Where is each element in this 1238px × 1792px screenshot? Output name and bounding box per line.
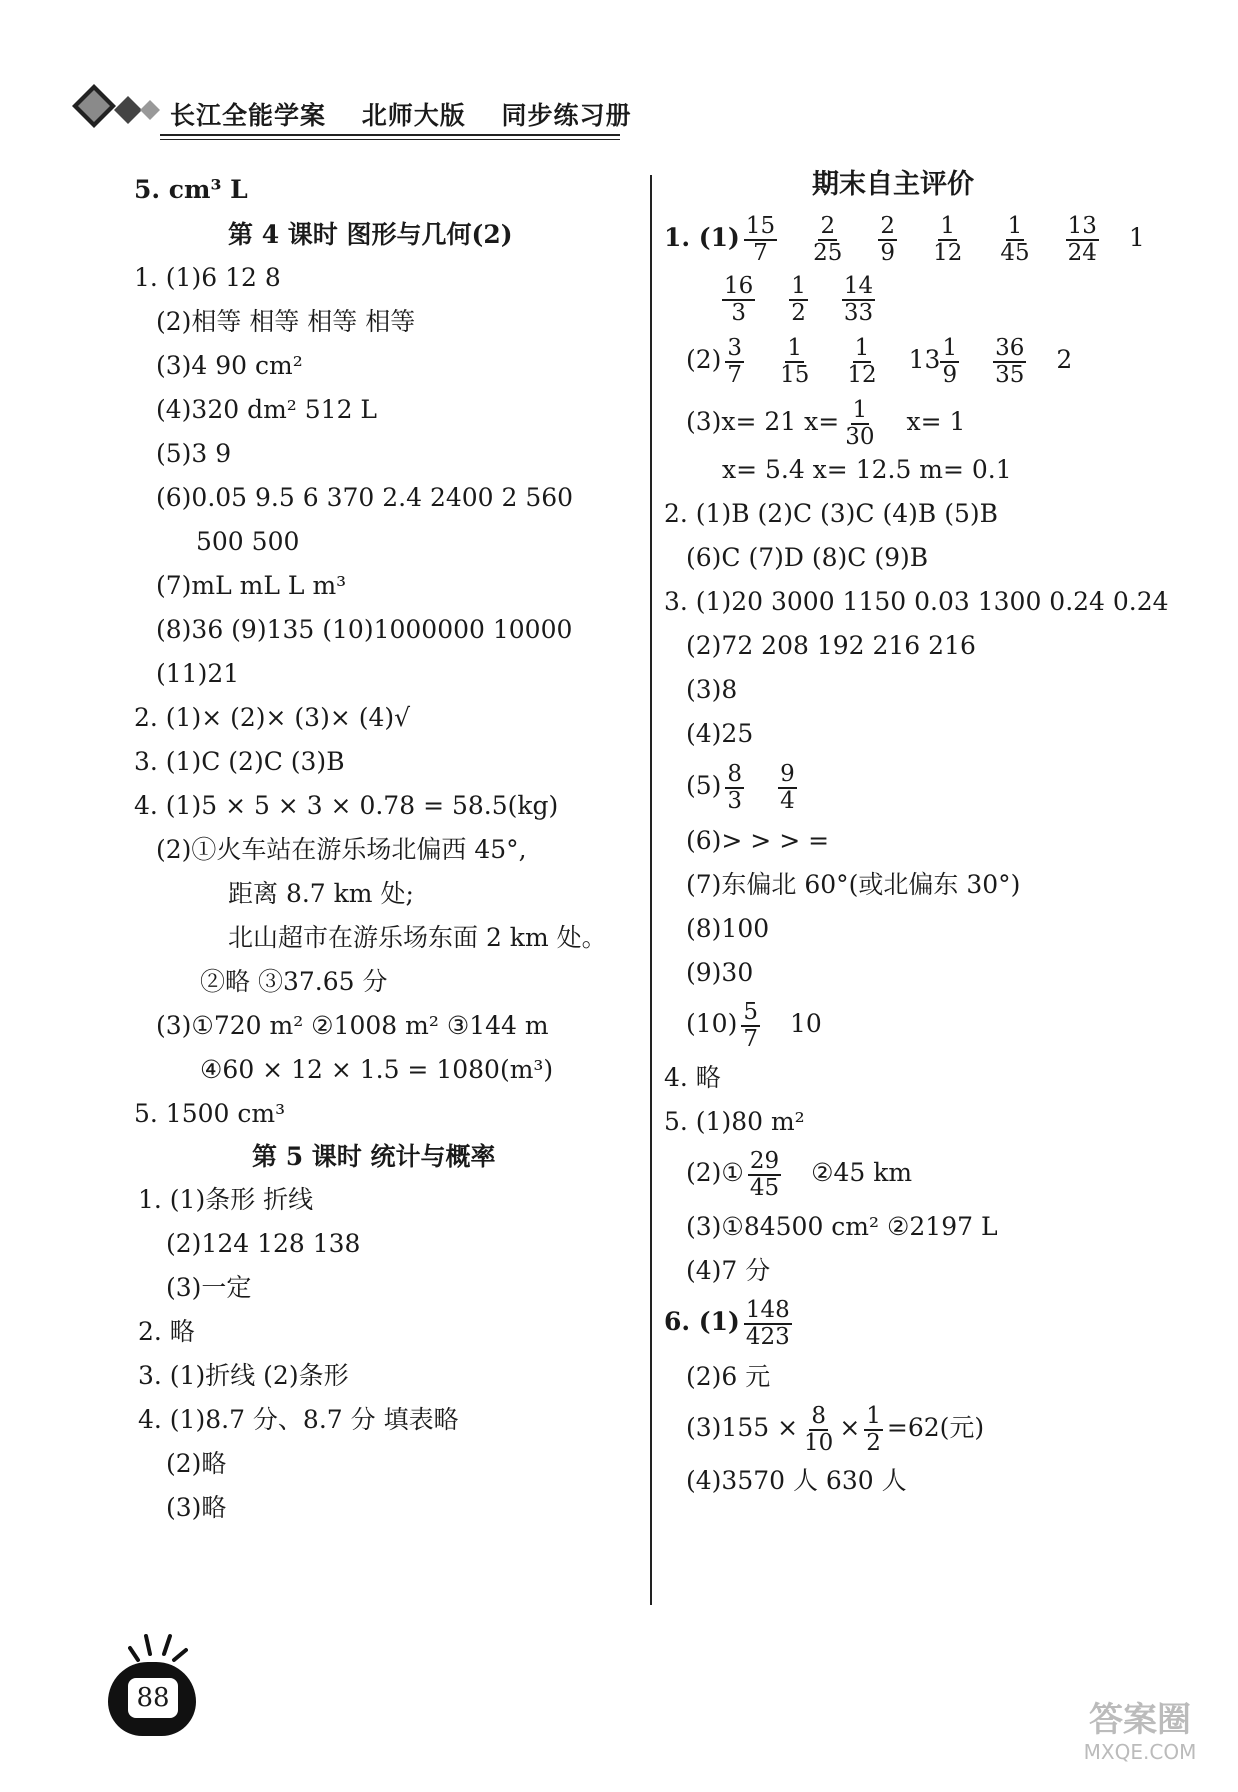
watermark-bottom: MXQE.COM xyxy=(1083,1740,1197,1764)
section-title-lesson4: 第 4 课时 图形与几何(2) xyxy=(228,220,513,249)
answer-line: (7)东偏北 60°(或北偏东 30°) xyxy=(686,870,1021,899)
q6-3-text: (3)155 × xyxy=(686,1413,799,1442)
q1-1-row2 xyxy=(718,268,879,328)
section-title-final: 期末自主评价 xyxy=(812,169,974,200)
q1-3-text: (3)x= 21 x= xyxy=(686,407,840,436)
q1-1-row1 xyxy=(664,208,1145,268)
answer-line: 4. (1)5 × 5 × 3 × 0.78 = 58.5(kg) xyxy=(134,791,559,820)
answer-line: (6)0.05 9.5 6 370 2.4 2400 2 560 xyxy=(156,483,574,512)
answer-line: (3)4 90 cm² xyxy=(156,351,303,380)
fraction: $\frac{36}{35}$ xyxy=(995,334,1025,388)
header-rule-thin xyxy=(160,139,620,140)
fraction: $\frac{14}{33}$ xyxy=(843,272,874,326)
fraction: $\frac{1}{9}$ xyxy=(942,334,958,388)
q3-5-row xyxy=(686,756,801,816)
q6-1-row xyxy=(664,1292,796,1352)
answer-line: (2)相等 相等 相等 相等 xyxy=(156,307,416,336)
answer-line: 2. (1)× (2)× (3)× (4)√ xyxy=(134,703,411,732)
fraction: $\frac{29}{45}$ xyxy=(749,1147,780,1201)
fraction: $\frac{1}{30}$ xyxy=(845,396,875,450)
answer-line: (3)略 xyxy=(166,1493,227,1522)
answer-line: (6)C (7)D (8)C (9)B xyxy=(686,543,929,572)
answer-line: (7)mL mL L m³ xyxy=(156,571,347,600)
answer-line: (6)> > > = xyxy=(686,826,830,855)
fraction: $\frac{3}{7}$ xyxy=(727,334,743,388)
answer-line: (4)3570 人 630 人 xyxy=(686,1466,907,1495)
answer-line: 1. (1)6 12 8 xyxy=(134,263,281,292)
q6-label: 6. (1) xyxy=(664,1307,740,1336)
answer-line: 3. (1)折线 (2)条形 xyxy=(138,1361,349,1390)
answer-line: (2)6 元 xyxy=(686,1362,771,1391)
times-sign: × xyxy=(839,1413,861,1442)
answer-line: (4)320 dm² 512 L xyxy=(156,395,378,424)
answer-line: (3)①720 m² ②1008 m² ③144 m xyxy=(156,1011,549,1040)
answer-line: ④60 × 12 × 1.5 = 1080(m³) xyxy=(200,1055,554,1084)
header-title xyxy=(170,96,657,132)
answer-line: 4. (1)8.7 分、8.7 分 填表略 xyxy=(138,1405,459,1434)
series-name: 长江全能学案 xyxy=(170,101,327,130)
header-logo xyxy=(72,82,162,132)
answer-line: (4)7 分 xyxy=(686,1256,771,1285)
answer-line: (9)30 xyxy=(686,958,754,987)
q3-10-tail: 10 xyxy=(789,1009,822,1038)
mixed-whole: 13 xyxy=(908,345,941,374)
fraction: $\frac{9}{4}$ xyxy=(780,760,795,814)
page-number: 88 xyxy=(128,1678,178,1718)
q1-label: 1. (1) xyxy=(664,223,740,252)
answer-line: ②略 ③37.65 分 xyxy=(200,967,388,996)
answer-line: (11)21 xyxy=(156,659,240,688)
fraction: $\frac{1}{12}$ xyxy=(933,212,963,266)
q3-10-label: (10) xyxy=(686,1009,738,1038)
answer-line: 4. 略 xyxy=(664,1063,721,1092)
answer-line: 5. 1500 cm³ xyxy=(134,1099,286,1128)
q6-3-tail: =62(元) xyxy=(886,1413,985,1442)
left-top-line: 5. cm³ L xyxy=(134,175,248,204)
answer-line: 北山超市在游乐场东面 2 km 处。 xyxy=(228,923,607,952)
fraction: $\frac{1}{2}$ xyxy=(791,272,806,326)
fraction: $\frac{15}{7}$ xyxy=(745,212,776,266)
book-name: 同步练习册 xyxy=(501,101,632,130)
header-rule xyxy=(160,134,620,136)
fraction: $\frac{1}{15}$ xyxy=(780,334,810,388)
fraction: $\frac{16}{3}$ xyxy=(724,272,754,326)
fraction: $\frac{2}{25}$ xyxy=(813,212,843,266)
fraction: $\frac{8}{10}$ xyxy=(804,1402,834,1456)
answer-line: (5)3 9 xyxy=(156,439,232,468)
answer-line: (8)36 (9)135 (10)1000000 10000 xyxy=(156,615,573,644)
section-title-lesson5: 第 5 课时 统计与概率 xyxy=(252,1142,496,1171)
page-sparkle-icon xyxy=(128,1630,188,1666)
fraction: $\frac{5}{7}$ xyxy=(743,998,758,1052)
fraction: $\frac{1}{2}$ xyxy=(866,1402,881,1456)
fraction: $\frac{1}{45}$ xyxy=(1000,212,1030,266)
q1-3-row xyxy=(686,392,965,452)
q1-2-tail: 2 xyxy=(1056,345,1073,374)
fraction: $\frac{13}{24}$ xyxy=(1067,212,1097,266)
answer-line: 2. (1)B (2)C (3)C (4)B (5)B xyxy=(664,499,999,528)
fraction: $\frac{8}{3}$ xyxy=(727,760,743,814)
q1-tail: 1 xyxy=(1128,223,1145,252)
answer-line: 3. (1)20 3000 1150 0.03 1300 0.24 0.24 xyxy=(664,587,1169,616)
answer-line: 3. (1)C (2)C (3)B xyxy=(134,747,345,776)
answer-line: x= 5.4 x= 12.5 m= 0.1 xyxy=(722,455,1012,484)
q1-2-row xyxy=(686,330,1072,390)
answer-line: (3)①84500 cm² ②2197 L xyxy=(686,1212,998,1241)
answer-line: (3)一定 xyxy=(166,1273,252,1302)
answer-line: 距离 8.7 km 处; xyxy=(228,879,414,908)
answer-line: 2. 略 xyxy=(138,1317,195,1346)
answer-line: (2)略 xyxy=(166,1449,227,1478)
q1-3-text2: x= 1 xyxy=(906,407,966,436)
answer-line: (8)100 xyxy=(686,914,770,943)
q3-5-label: (5) xyxy=(686,771,722,800)
answer-line: (2)72 208 192 216 216 xyxy=(686,631,976,660)
answer-line: 1. (1)条形 折线 xyxy=(138,1185,314,1214)
fraction: $\frac{1}{12}$ xyxy=(847,334,877,388)
answer-line: 500 500 xyxy=(196,527,300,556)
q5-2-row xyxy=(686,1143,912,1203)
q1-2-label: (2) xyxy=(686,345,722,374)
watermark xyxy=(1060,1700,1220,1764)
q3-10-row xyxy=(686,994,822,1054)
answer-line: 5. (1)80 m² xyxy=(664,1107,805,1136)
fraction: $\frac{2}{9}$ xyxy=(880,212,896,266)
q5-2-label: (2)① xyxy=(686,1158,744,1187)
watermark-top: 答案圈 xyxy=(1089,1700,1191,1740)
answer-line: (2)①火车站在游乐场北偏西 45°, xyxy=(156,835,527,864)
q6-3-row xyxy=(686,1398,984,1458)
column-divider xyxy=(650,175,652,1605)
answer-line: (4)25 xyxy=(686,719,754,748)
answer-line: (2)124 128 138 xyxy=(166,1229,361,1258)
answer-line: (3)8 xyxy=(686,675,738,704)
q5-2-tail: ②45 km xyxy=(811,1158,913,1187)
fraction: $\frac{148}{423}$ xyxy=(745,1296,790,1350)
edition-name: 北师大版 xyxy=(361,101,466,130)
